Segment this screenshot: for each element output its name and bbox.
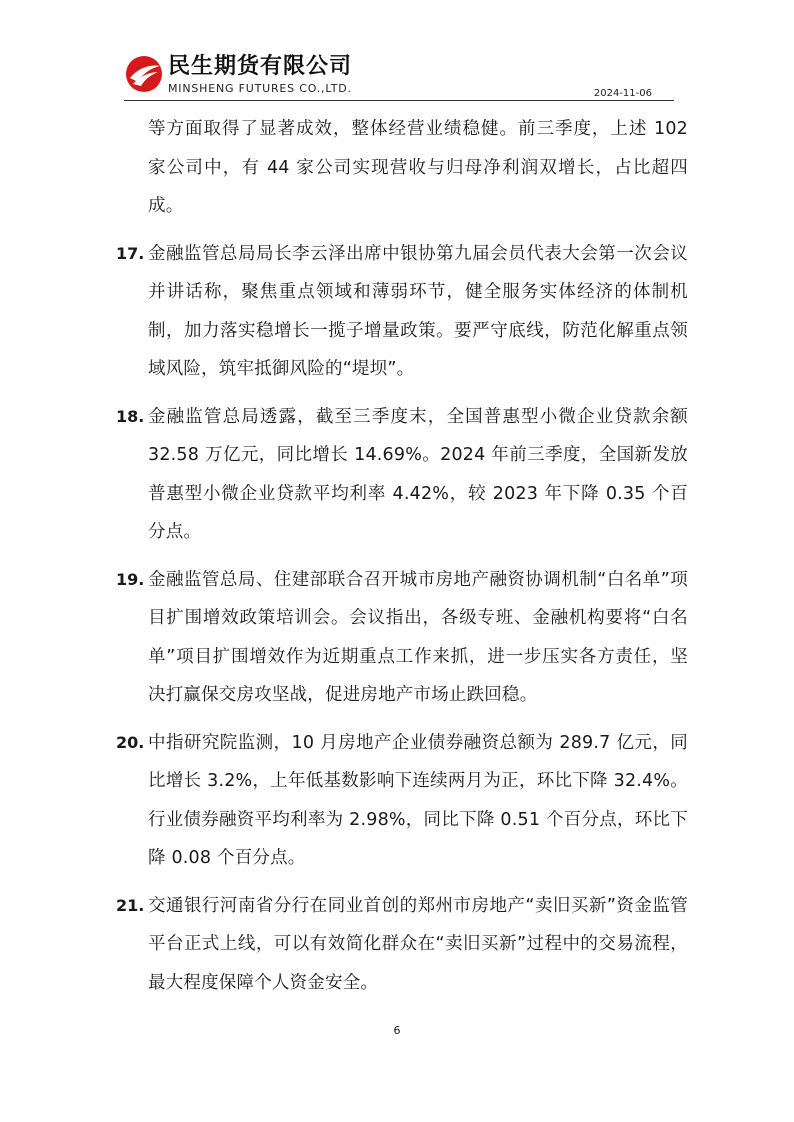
minsheng-logo-icon: [124, 54, 164, 94]
header-divider: [124, 100, 674, 101]
brand-name-en: MINSHENG FUTURES CO.,LTD.: [168, 82, 352, 95]
item-text: 交通银行河南省分行在同业首创的郑州市房地产“卖旧买新”资金监管平台正式上线，可以有效简化群众在“卖旧买新”过程中的交易流程，最大程度保障个人资金安全。: [148, 895, 688, 993]
list-item: [116, 724, 696, 878]
brand-name-cn: 民生期货有限公司: [168, 54, 353, 79]
item-number: 21.: [116, 895, 145, 915]
list-item: [116, 235, 696, 389]
list-item: [116, 887, 696, 1003]
item-number: 20.: [116, 732, 145, 752]
continued-paragraph: 等方面取得了显著成效，整体经营业绩稳健。前三季度，上述 102 家公司中，有 44 家公司实现营收与归母净利润双增长，占比超四成。: [148, 119, 688, 216]
page-header: [124, 52, 674, 102]
item-number: 17.: [116, 243, 145, 263]
report-date: 2024-11-06: [593, 88, 652, 99]
item-text: 中指研究院监测，10 月房地产企业债券融资总额为 289.7 亿元，同比增长 3.2%，上年低基数影响下连续两月为正，环比下降 32.4%。行业债券融资平均利率为 2.98%，同比下降 0.51 个百分点，环比下降 0.08 个百分点。: [148, 732, 688, 868]
item-text: 金融监管总局透露，截至三季度末，全国普惠型小微企业贷款余额 32.58 万亿元，同比增长 14.69%。2024 年前三季度，全国新发放普惠型小微企业贷款平均利率 4.42%，较 2023 年下降 0.35 个百分点。: [148, 406, 688, 542]
list-item: [116, 561, 696, 715]
list-item: [116, 398, 696, 552]
news-list: [116, 110, 696, 1002]
page-number: 6: [393, 1024, 401, 1037]
item-text: 金融监管总局局长李云泽出席中银协第九届会员代表大会第一次会议并讲话称，聚焦重点领域和薄弱环节，健全服务实体经济的体制机制，加力落实稳增长一揽子增量政策。要严守底线，防范化解重点领域风险，筑牢抵御风险的“堤坝”。: [148, 243, 688, 379]
item-number: 18.: [116, 406, 145, 426]
item-text: 金融监管总局、住建部联合召开城市房地产融资协调机制“白名单”项目扩围增效政策培训会。会议指出，各级专班、金融机构要将“白名单”项目扩围增效作为近期重点工作来抓，进一步压实各方责任，坚决打赢保交房攻坚战，促进房地产市场止跌回稳。: [148, 569, 688, 705]
item-number: 19.: [116, 569, 145, 589]
